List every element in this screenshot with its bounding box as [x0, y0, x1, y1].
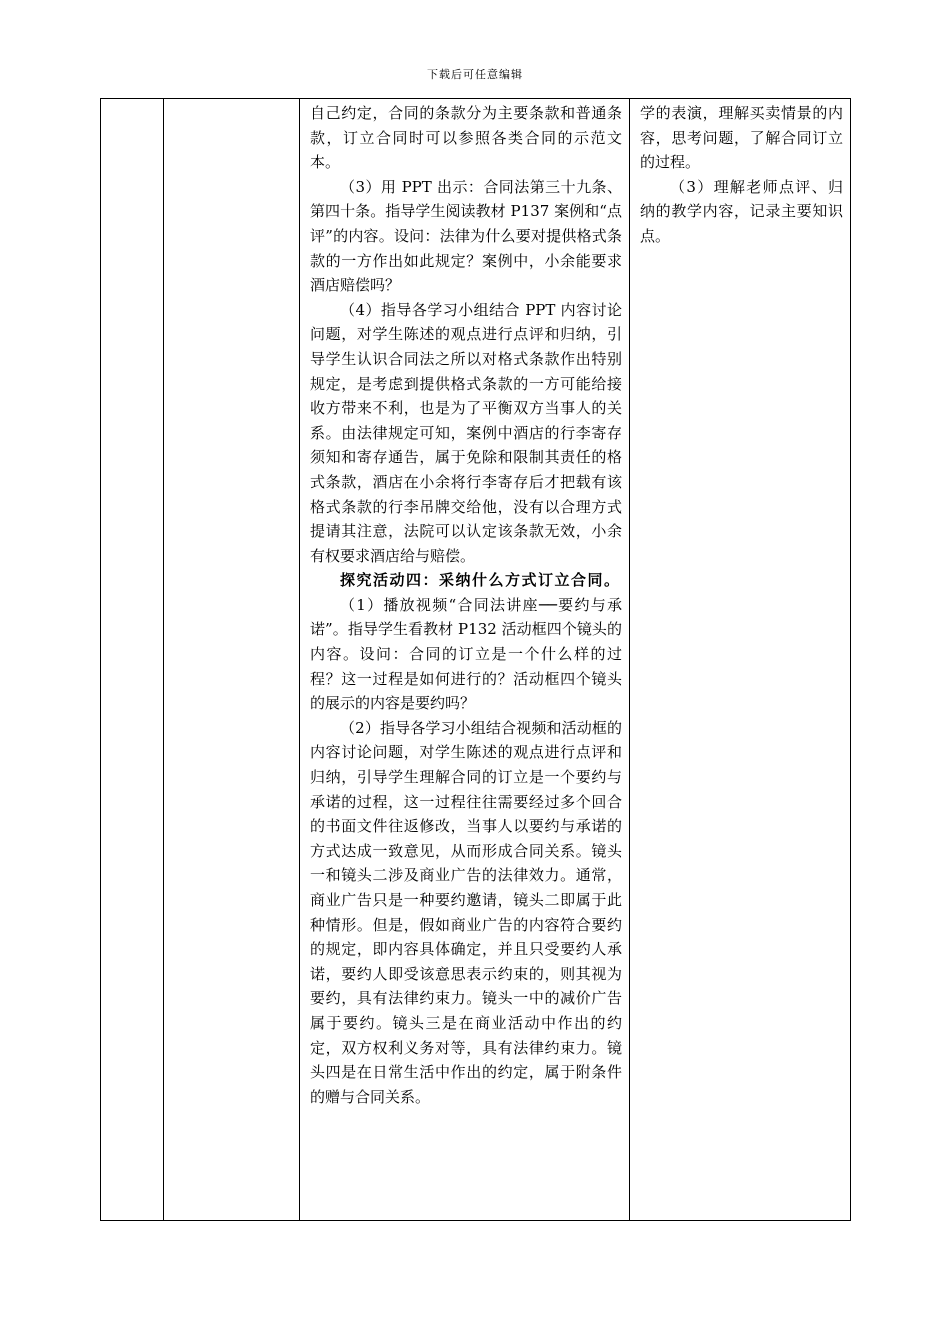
teacher-activity-cell: [300, 99, 630, 1221]
table-row: [101, 99, 851, 1221]
blank-cell-2: [164, 99, 300, 1221]
teacher-paragraph-5: （2）指导各学习小组结合视频和活动框的内容讨论问题，对学生陈述的观点进行点评和归纳，引导学生理解合同的订立是一个要约与承诺的过程，这一过程往往需要经过多个回合的书面文件往返修改，当事人以要约与承诺的方式达成一致意见，从而形成合同关系。镜头一和镜头二涉及商业广告的法律效力。通常，商业广告只是一种要约邀请，镜头二即属于此种情形。但是，假如商业广告的内容符合要约的规定，即内容具体确定，并且只受要约人承诺，要约人即受该意思表示约束的，则其视为要约，具有法律约束力。镜头一中的减价广告属于要约。镜头三是在商业活动中作出的约定，双方权利义务对等，具有法律约束力。镜头四是在日常生活中作出的约定，属于附条件的赠与合同关系。: [310, 718, 622, 1106]
student-paragraph-2: （3）理解老师点评、归纳的教学内容，记录主要知识点。: [640, 177, 843, 245]
teacher-paragraph-4: （1）播放视频“合同法讲座──要约与承诺”。指导学生看教材 P132 活动框四个镜头的内容。设问：合同的订立是一个什么样的过程？这一过程是如何进行的？活动框四个镜头的展示的内容是要约吗？: [310, 595, 622, 713]
blank-cell-1: [101, 99, 164, 1221]
header-note: 下载后可任意编辑: [427, 68, 523, 81]
teacher-paragraph-2: （3）用 PPT 出示：合同法第三十九条、第四十条。指导学生阅读教材 P137 案例和“点评”的内容。设问：法律为什么要对提供格式条款的一方作出如此规定？案例中，小余能要求酒店赔偿吗？: [310, 177, 622, 295]
teacher-paragraph-1: 自己约定，合同的条款分为主要条款和普通条款，订立合同时可以参照各类合同的示范文本。: [310, 104, 622, 172]
activity-four-heading: 探究活动四：采纳什么方式订立合同。: [340, 571, 621, 590]
student-activity-cell: [630, 99, 851, 1221]
student-paragraph-1: 学的表演，理解买卖情景的内容，思考问题，了解合同订立的过程。: [640, 104, 843, 172]
teacher-paragraph-3: （4）指导各学习小组结合 PPT 内容讨论问题，对学生陈述的观点进行点评和归纳，引导学生认识合同法之所以对格式条款作出特别规定，是考虑到提供格式条款的一方可能给接收方带来不利，也是为了平衡双方当事人的关系。由法律规定可知，案例中酒店的行李寄存须知和寄存通告，属于免除和限制其责任的格式条款，酒店在小余将行李寄存后才把载有该格式条款的行李吊牌交给他，没有以合理方式提请其注意，法院可以认定该条款无效，小余有权要求酒店给与赔偿。: [310, 300, 622, 565]
lesson-plan-table: [100, 98, 851, 1221]
